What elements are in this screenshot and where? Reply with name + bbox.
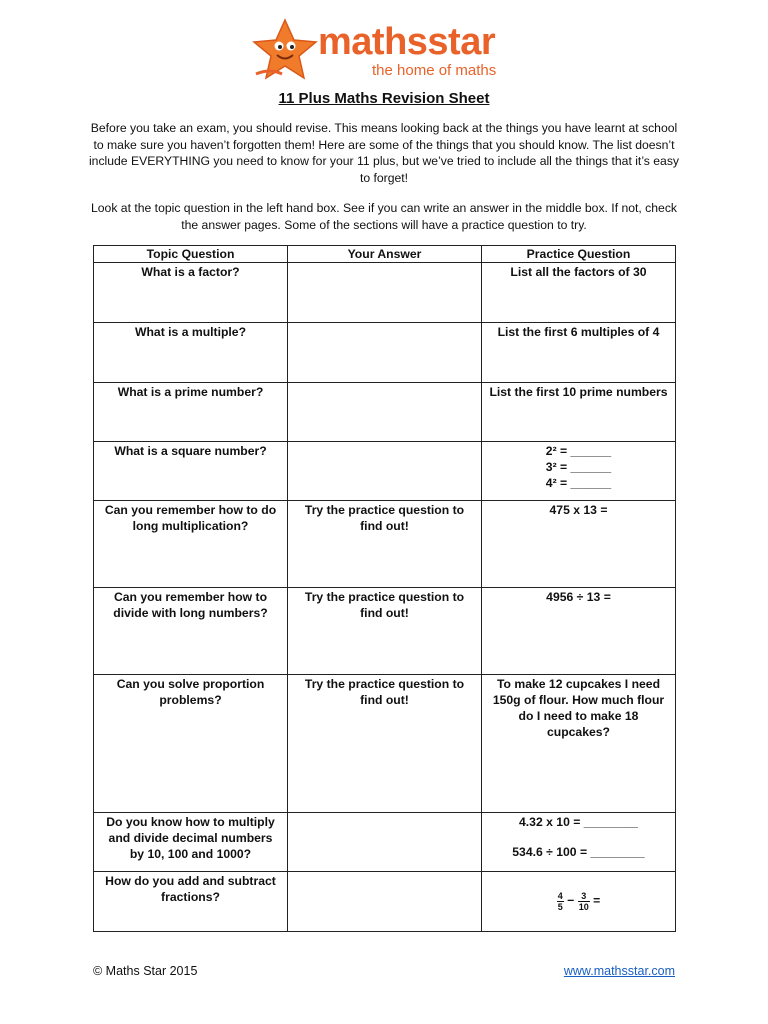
answer-cell[interactable]: Try the practice question to find out! [288, 675, 482, 813]
table-row [94, 872, 676, 932]
fraction-1: $\frac{4}{5}$ [557, 891, 563, 912]
mathsstar-logo [250, 18, 520, 82]
answer-cell[interactable]: Try the practice question to find out! [288, 501, 482, 588]
answer-cell[interactable] [288, 383, 482, 442]
practice-cell: 475 x 13 = [482, 501, 676, 588]
topic-cell: Can you solve proportion problems? [94, 675, 288, 813]
practice-cell: List the first 10 prime numbers [482, 383, 676, 442]
table-row [94, 588, 676, 675]
website-link[interactable]: www.mathsstar.com [563, 964, 675, 978]
fraction-operator: − [567, 893, 575, 908]
topic-cell: What is a factor? [94, 263, 288, 323]
practice-cell: 4956 ÷ 13 = [482, 588, 676, 675]
star-mascot-icon [250, 18, 320, 82]
answer-cell[interactable] [288, 263, 482, 323]
brand-name: mathsstar [318, 21, 496, 63]
header-your-answer: Your Answer [288, 246, 482, 263]
topic-cell: Do you know how to multiply and divide decimal numbers by 10, 100 and 1000? [94, 813, 288, 872]
table-row [94, 263, 676, 323]
topic-cell: What is a square number? [94, 442, 288, 501]
practice-cell: List all the factors of 30 [482, 263, 676, 323]
answer-cell[interactable] [288, 442, 482, 501]
answer-cell[interactable] [288, 323, 482, 383]
practice-line: 3² = ______ [545, 460, 612, 474]
answer-cell[interactable] [288, 813, 482, 872]
table-row [94, 323, 676, 383]
practice-line: 534.6 ÷ 100 = ________ [512, 845, 645, 859]
topic-cell: How do you add and subtract fractions? [94, 872, 288, 932]
table-row [94, 383, 676, 442]
practice-cell: To make 12 cupcakes I need 150g of flour. How much flour do I need to make 18 cupcakes? [482, 675, 676, 813]
intro-paragraph-1: Before you take an exam, you should revise. This means looking back at the things you have learnt at school to make sure you haven’t forgotten them! Here are some of the things that you should know. The list doesn’t include EVERYTHING you need to know for your 11 plus, but we’ve tried to include all the things that it’s easy to forget! [88, 121, 680, 185]
practice-cell [482, 442, 676, 501]
table-row [94, 675, 676, 813]
topic-cell: What is a prime number? [94, 383, 288, 442]
header-practice-question: Practice Question [482, 246, 676, 263]
practice-cell: List the first 6 multiples of 4 [482, 323, 676, 383]
header-topic-question: Topic Question [94, 246, 288, 263]
practice-cell [482, 872, 676, 932]
table-header-row [94, 246, 676, 263]
answer-cell[interactable] [288, 872, 482, 932]
copyright-text: © Maths Star 2015 [93, 964, 198, 978]
fraction-2: $\frac{3}{10}$ [578, 891, 589, 912]
topic-cell: Can you remember how to do long multiplication? [94, 501, 288, 588]
topic-cell: What is a multiple? [94, 323, 288, 383]
fraction-equals: = [593, 893, 601, 908]
practice-line: 4.32 x 10 = ________ [519, 815, 638, 829]
table-row [94, 501, 676, 588]
practice-cell [482, 813, 676, 872]
practice-line: 2² = ______ [545, 444, 612, 458]
revision-table [93, 245, 676, 932]
practice-line: 4² = ______ [545, 476, 612, 490]
table-row [94, 442, 676, 501]
topic-cell: Can you remember how to divide with long numbers? [94, 588, 288, 675]
brand-tagline: the home of maths [372, 62, 497, 79]
answer-cell[interactable]: Try the practice question to find out! [288, 588, 482, 675]
intro-paragraph-2: Look at the topic question in the left hand box. See if you can write an answer in the middle box. If not, check the answer pages. Some of the sections will have a practice question to try. [90, 201, 678, 232]
table-row [94, 813, 676, 872]
page-title: 11 Plus Maths Revision Sheet [278, 90, 490, 107]
